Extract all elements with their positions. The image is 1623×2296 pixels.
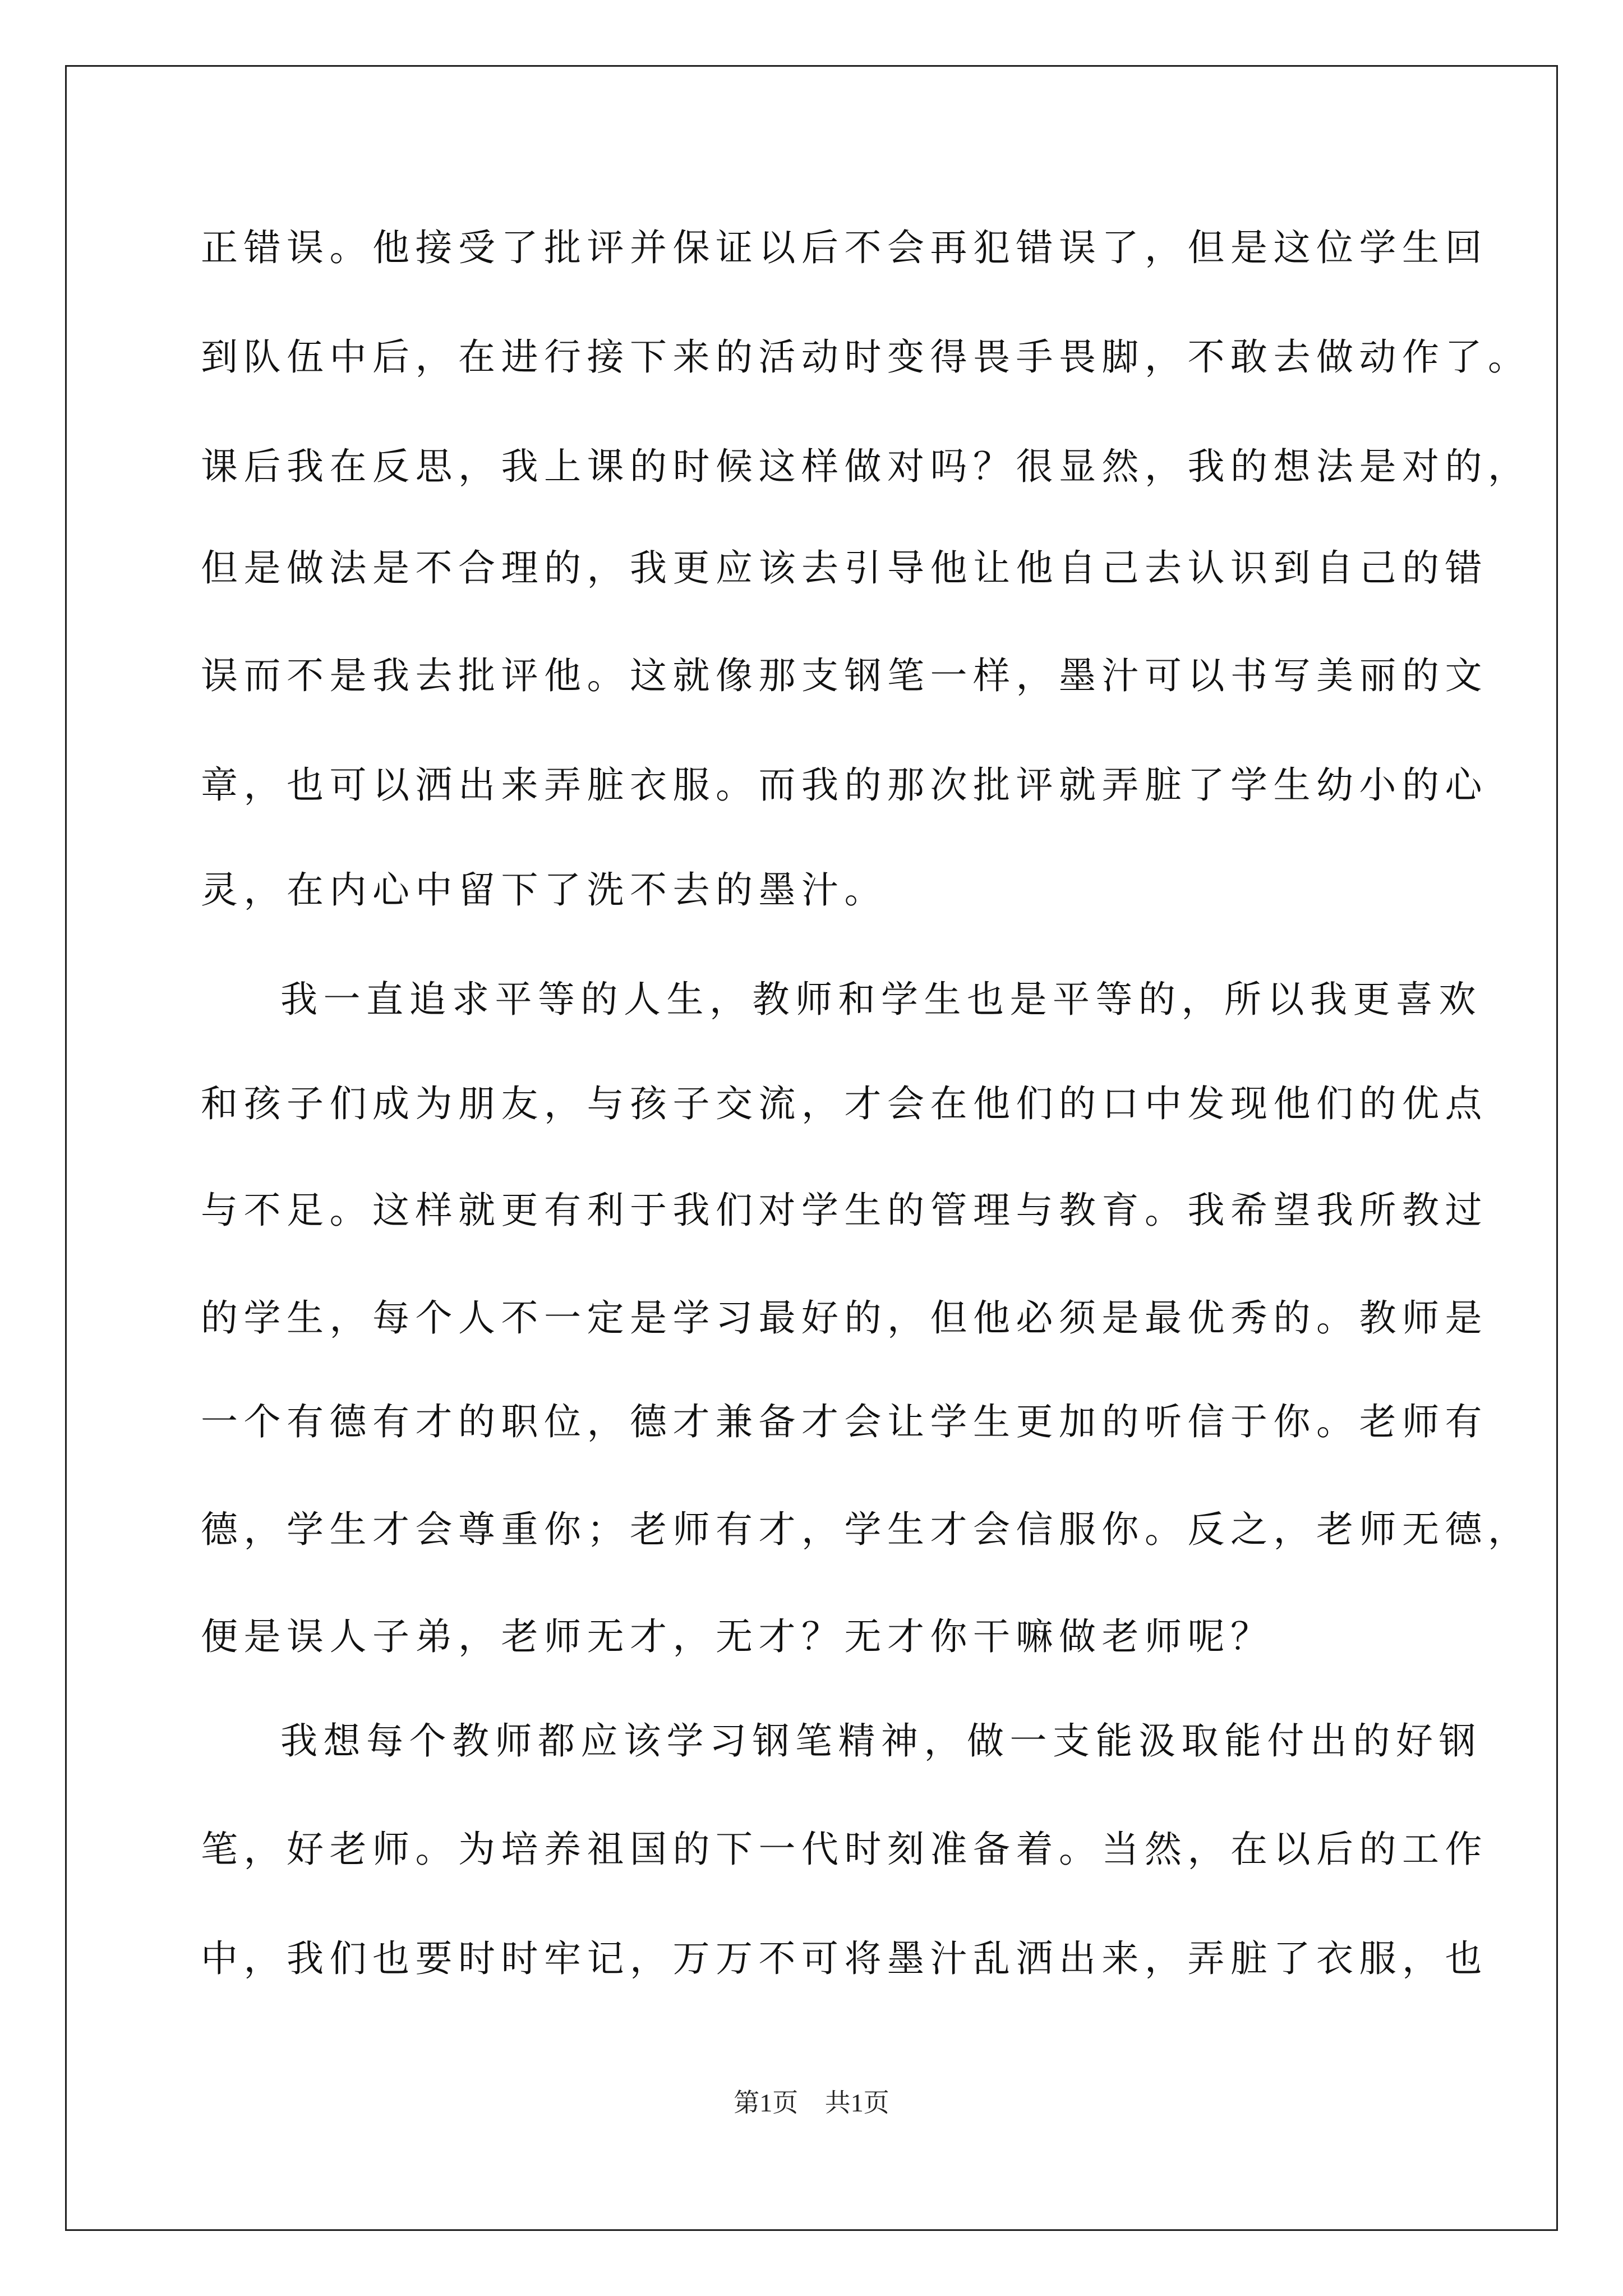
text-line-9: 和孩子们成为朋友，与孩子交流，才会在他们的口中发现他们的优点	[201, 1082, 1488, 1125]
text-line-11: 的学生，每个人不一定是学习最好的，但他必须是最优秀的。教师是	[201, 1296, 1488, 1340]
text-line-4: 但是做法是不合理的，我更应该去引导他让他自己去认识到自己的错	[201, 546, 1488, 590]
text-line-8: 我一直追求平等的人生，教师和学生也是平等的，所以我更喜欢	[280, 978, 1482, 1021]
text-line-14: 便是误人子弟，老师无才，无才？无才你干嘛做老师呢？	[201, 1615, 1274, 1658]
text-line-6: 章，也可以洒出来弄脏衣服。而我的那次批评就弄脏了学生幼小的心	[201, 763, 1488, 807]
text-line-5: 误而不是我去批评他。这就像那支钢笔一样，墨汁可以书写美丽的文	[201, 654, 1488, 697]
text-line-12: 一个有德有才的职位，德才兼备才会让学生更加的听信于你。老师有	[201, 1400, 1488, 1443]
text-line-10: 与不足。这样就更有利于我们对学生的管理与教育。我希望我所教过	[201, 1189, 1488, 1232]
text-line-7: 灵，在内心中留下了洗不去的墨汁。	[201, 868, 887, 912]
page-number: 第1页	[734, 2088, 799, 2117]
text-line-15: 我想每个教师都应该学习钢笔精神，做一支能汲取能付出的好钢	[280, 1719, 1482, 1763]
text-line-3: 课后我在反思，我上课的时候这样做对吗？很显然，我的想法是对的，	[201, 445, 1531, 488]
page-footer	[0, 2082, 1623, 2119]
text-line-17: 中，我们也要时时牢记，万万不可将墨汁乱洒出来，弄脏了衣服，也	[201, 1937, 1488, 1980]
page-total: 共1页	[824, 2088, 889, 2117]
text-line-16: 笔，好老师。为培养祖国的下一代时刻准备着。当然，在以后的工作	[201, 1828, 1488, 1871]
text-line-1: 正错误。他接受了批评并保证以后不会再犯错误了，但是这位学生回	[201, 226, 1488, 269]
text-line-13: 德，学生才会尊重你；老师有才，学生才会信服你。反之，老师无德，	[201, 1508, 1531, 1551]
text-line-2: 到队伍中后，在进行接下来的活动时变得畏手畏脚，不敢去做动作了。	[201, 335, 1531, 379]
